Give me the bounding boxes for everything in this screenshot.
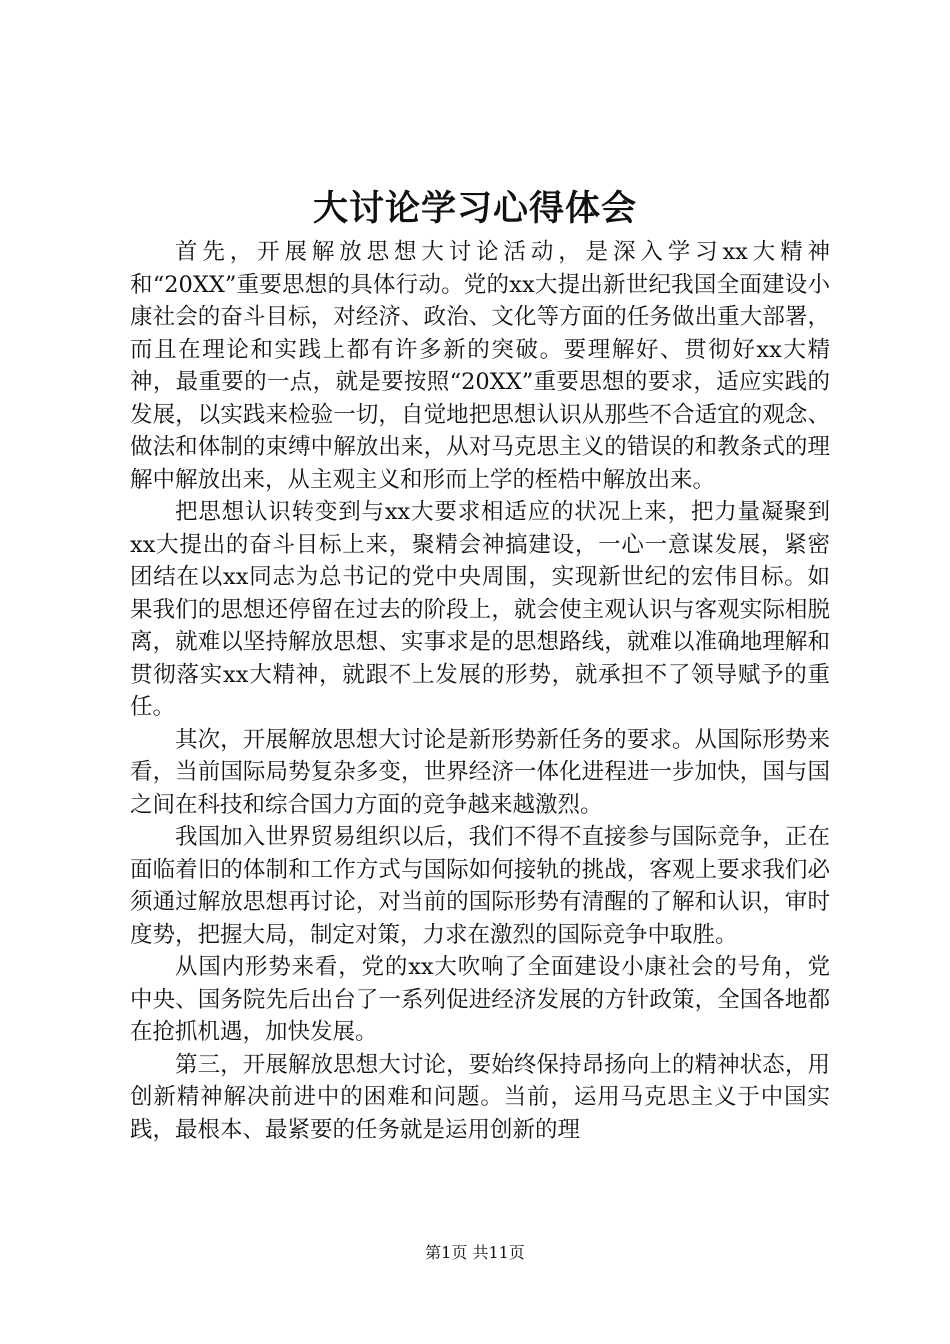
paragraph-6: 第三，开展解放思想大讨论，要始终保持昂扬向上的精神状态，用创新精神解决前进中的困难和问题。当前，运用马克思主义于中国实践，最根本、最紧要的任务就是运用创新的理 bbox=[130, 1051, 830, 1143]
page-footer: 第1页 共11页 bbox=[425, 1243, 525, 1262]
paragraph-1: 首先，开展解放思想大讨论活动，是深入学习xx大精神和“20XX”重要思想的具体行动。党的xx大提出新世纪我国全面建设小康社会的奋斗目标，对经济、政治、文化等方面的任务做出重大部署，而且在理论和实践上都有许多新的突破。要理解好、贯彻好xx大精神，最重要的一点，就是要按照“20XX”重要思想的要求，适应实践的发展，以实践来检验一切，自觉地把思想认识从那些不合适宜的观念、做法和体制的束缚中解放出来，从对马克思主义的错误的和教条式的理解中解放出来，从主观主义和形而上学的桎梏中解放出来。 bbox=[130, 239, 830, 493]
paragraph-4: 我国加入世界贸易组织以后，我们不得不直接参与国际竞争，正在面临着旧的体制和工作方式与国际如何接轨的挑战，客观上要求我们必须通过解放思想再讨论，对当前的国际形势有清醒的了解和认识，审时度势，把握大局，制定对策，力求在激烈的国际竞争中取胜。 bbox=[130, 824, 830, 948]
paragraph-3: 其次，开展解放思想大讨论是新形势新任务的要求。从国际形势来看，当前国际局势复杂多变，世界经济一体化进程进一步加快，国与国之间在科技和综合国力方面的竞争越来越激烈。 bbox=[130, 726, 830, 818]
document-body bbox=[130, 236, 830, 1146]
paragraph-2: 把思想认识转变到与xx大要求相适应的状况上来，把力量凝聚到xx大提出的奋斗目标上来，聚精会神搞建设，一心一意谋发展，紧密团结在以xx同志为总书记的党中央周围，实现新世纪的宏伟目标。如果我们的思想还停留在过去的阶段上，就会使主观认识与客观实际相脱离，就难以坚持解放思想、实事求是的思想路线，就难以准确地理解和贯彻落实xx大精神，就跟不上发展的形势，就承担不了领导赋予的重任。 bbox=[130, 499, 830, 720]
paragraph-5: 从国内形势来看，党的xx大吹响了全面建设小康社会的号角，党中央、国务院先后出台了一系列促进经济发展的方针政策，全国各地都在抢抓机遇，加快发展。 bbox=[130, 954, 830, 1045]
document-title: 大讨论学习心得体会 bbox=[312, 188, 637, 229]
